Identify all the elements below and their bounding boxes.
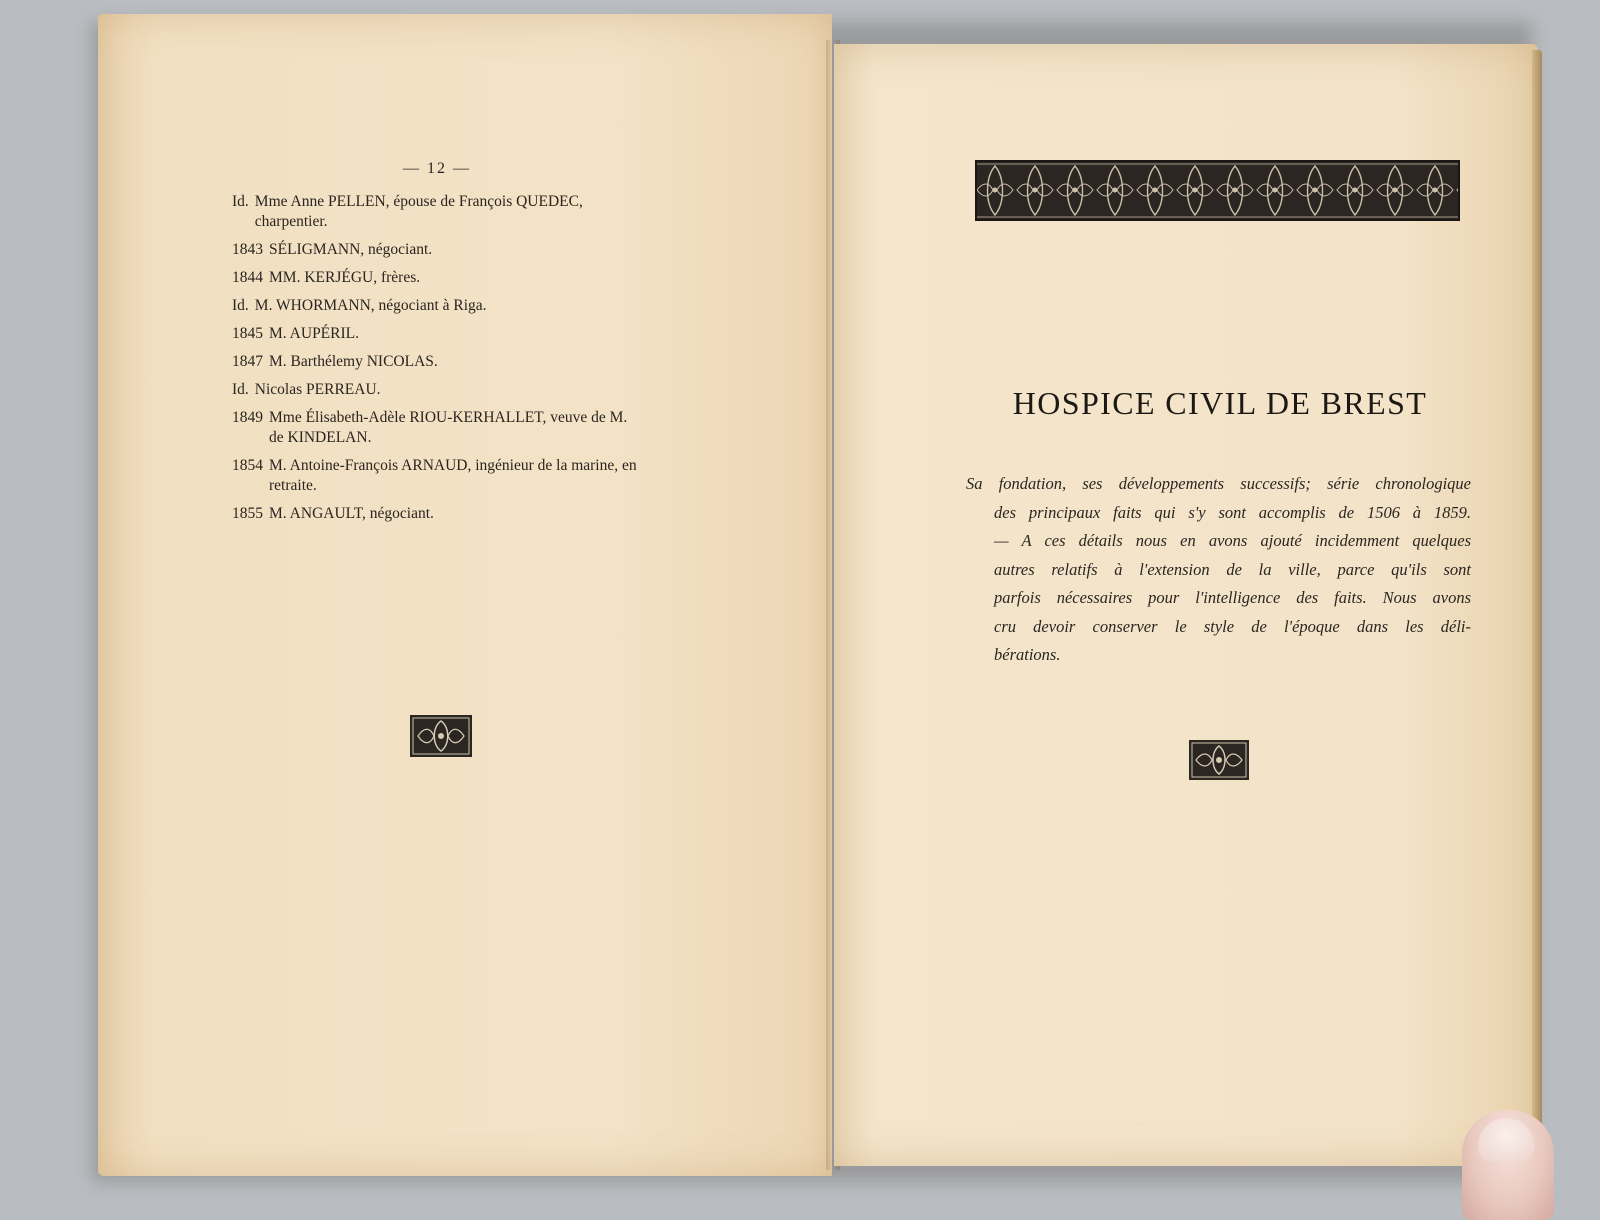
subtitle-line: des principaux faits qui s'y sont accomplis de 1506 à 1859. xyxy=(994,502,1471,522)
entry-text: SÉLIGMANN, négociant. xyxy=(269,241,433,258)
entry-prefix: Id. xyxy=(232,297,249,314)
entry-prefix: 1854 xyxy=(232,457,263,474)
entry-prefix: 1845 xyxy=(232,325,263,342)
entry-text: Mme Élisabeth-Adèle RIOU-KERHALLET, veuve de M. de KINDELAN. xyxy=(269,409,628,446)
entry-prefix: Id. xyxy=(232,193,249,210)
list-item xyxy=(232,408,642,448)
entry-text: M. ANGAULT, négociant. xyxy=(269,505,434,522)
entry-text: M. AUPÉRIL. xyxy=(269,325,359,342)
page-edge xyxy=(1532,50,1542,1160)
subtitle-line: parfois nécessaires pour l'intelligence des faits. Nous avons xyxy=(994,588,1471,607)
left-page xyxy=(98,14,832,1176)
subtitle-line: Sa fondation, ses développements successifs; série chronologique xyxy=(966,474,1471,493)
entry-prefix: Id. xyxy=(232,381,249,398)
entry-text: Mme Anne PELLEN, épouse de François QUEDEC, charpentier. xyxy=(254,193,583,230)
subtitle-line: — A ces détails nous en avons ajouté incidemment quelques xyxy=(994,531,1471,550)
list-item xyxy=(232,504,642,524)
entry-prefix: 1849 xyxy=(232,409,263,426)
list-item xyxy=(232,268,642,288)
list-item xyxy=(232,324,642,344)
entry-list xyxy=(232,192,642,532)
subtitle-line: autres relatifs à l'extension de la ville, parce qu'ils sont xyxy=(994,559,1471,579)
entry-prefix: 1855 xyxy=(232,505,263,522)
list-item xyxy=(232,380,642,400)
page-title: HOSPICE CIVIL DE BREST xyxy=(1012,385,1428,421)
list-item xyxy=(232,456,642,496)
list-item xyxy=(232,296,642,316)
ornament-vignette-icon xyxy=(1189,740,1249,780)
subtitle-line: cru devoir conserver le style de l'époque dans les déli- xyxy=(994,616,1471,636)
entry-text: M. Barthélemy NICOLAS. xyxy=(269,353,438,370)
entry-text: M. Antoine-François ARNAUD, ingénieur de la marine, en retraite. xyxy=(269,457,637,494)
entry-prefix: 1844 xyxy=(232,269,263,286)
entry-prefix: 1843 xyxy=(232,241,263,258)
entry-prefix: 1847 xyxy=(232,353,263,370)
ornament-vignette-icon xyxy=(410,715,472,757)
page-number: — 12 — xyxy=(403,160,471,177)
list-item xyxy=(232,352,642,372)
entry-text: Nicolas PERREAU. xyxy=(254,381,381,398)
ornamental-band-icon xyxy=(975,160,1460,221)
entry-text: M. WHORMANN, négociant à Riga. xyxy=(254,297,487,314)
list-item xyxy=(232,192,642,232)
entry-text: MM. KERJÉGU, frères. xyxy=(269,269,421,286)
list-item xyxy=(232,240,642,260)
subtitle-line: bérations. xyxy=(994,645,1061,664)
subtitle-paragraph xyxy=(966,470,1471,670)
